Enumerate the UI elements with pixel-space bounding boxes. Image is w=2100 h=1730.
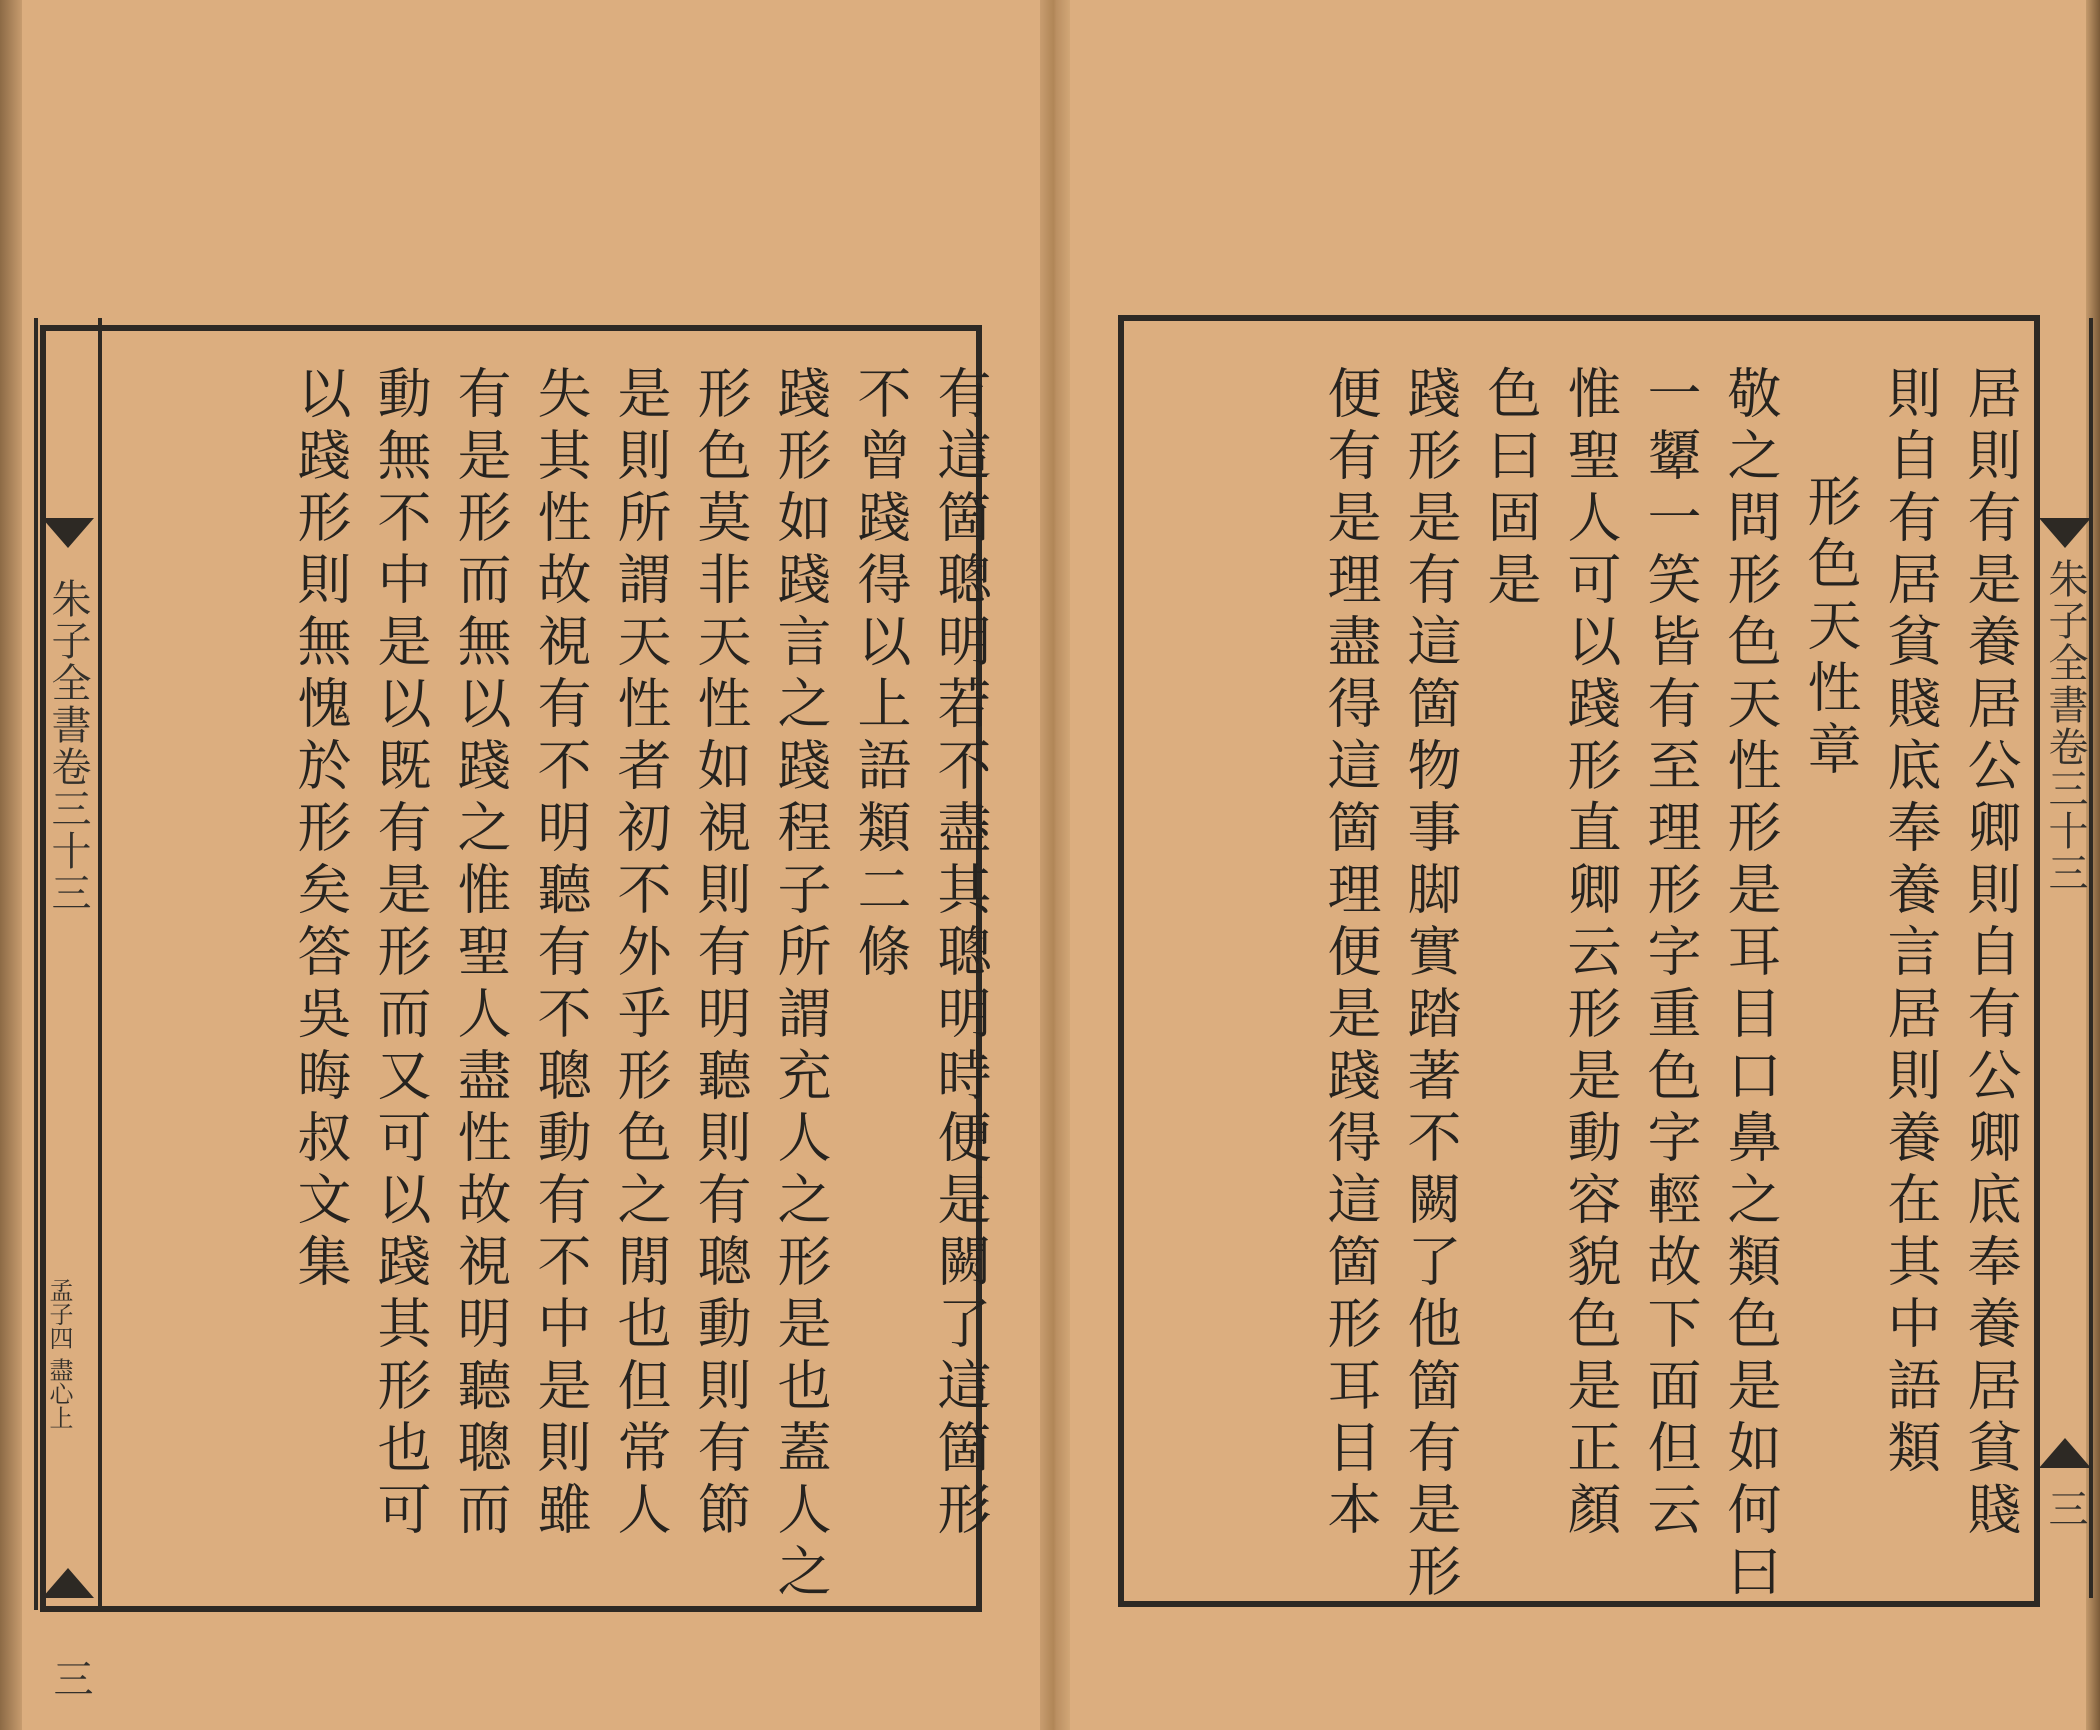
left-page-text <box>70 365 1000 1615</box>
text-column: 有這箇聰明若不盡其聰明時便是闕了這箇形 <box>929 365 992 1543</box>
text-column: 有是形而無以踐之惟聖人盡性故視明聽聰而 <box>449 365 512 1543</box>
right-banxin-column <box>2035 318 2093 1598</box>
right-banxin-title: 朱子全書卷三十三 <box>2042 558 2088 894</box>
text-column: 踐形是有這箇物事脚實踏著不闕了他箇有是形 <box>1399 365 1462 1605</box>
text-column: 敬之問形色天性形是耳目口鼻之類色是如何曰 <box>1719 365 1782 1605</box>
text-column: 居則有是養居公卿則自有公卿底奉養居貧賤 <box>1959 365 2022 1543</box>
text-column: 是則所謂天性者初不外乎形色之閒也但常人 <box>609 365 672 1543</box>
book-gutter <box>1040 0 1070 1730</box>
text-column: 惟聖人可以踐形直卿云形是動容貌色是正顏 <box>1559 365 1622 1543</box>
chapter-heading: 形色天性章 <box>1799 473 1862 783</box>
text-column: 踐形如踐言之踐程子所謂充人之形是也蓋人之 <box>769 365 832 1605</box>
text-column: 以踐形則無愧於形矣答吳晦叔文集 <box>289 365 352 1295</box>
text-column: 色曰固是 <box>1479 365 1542 613</box>
text-column: 失其性故視有不明聽有不聰動有不中是則雖 <box>529 365 592 1543</box>
text-column: 不曾踐得以上語類二條 <box>849 365 912 985</box>
text-column: 便有是理盡得這箇理便是踐得這箇形耳目本 <box>1319 365 1382 1543</box>
right-banxin-folio: 三 <box>2042 1488 2088 1528</box>
fishtail-mark <box>2039 1438 2091 1468</box>
left-page-edge <box>0 0 22 1730</box>
text-column: 一顰一笑皆有至理形字重色字輕故下面但云 <box>1639 365 1702 1543</box>
text-column: 形色莫非天性如視則有明聽則有聰動則有節 <box>689 365 752 1543</box>
fishtail-mark <box>2039 518 2091 548</box>
text-column: 動無不中是以既有是形而又可以踐其形也可 <box>369 365 432 1543</box>
left-banxin-title: 朱子全書卷三十三 <box>45 578 91 914</box>
left-banxin-folio: 三 <box>47 1658 93 1698</box>
text-column: 則自有居貧賤底奉養言居則養在其中語類 <box>1879 365 1942 1481</box>
left-banxin-section: 孟子四 盡心上 <box>45 1278 73 1430</box>
right-page-text <box>1140 365 2030 1605</box>
